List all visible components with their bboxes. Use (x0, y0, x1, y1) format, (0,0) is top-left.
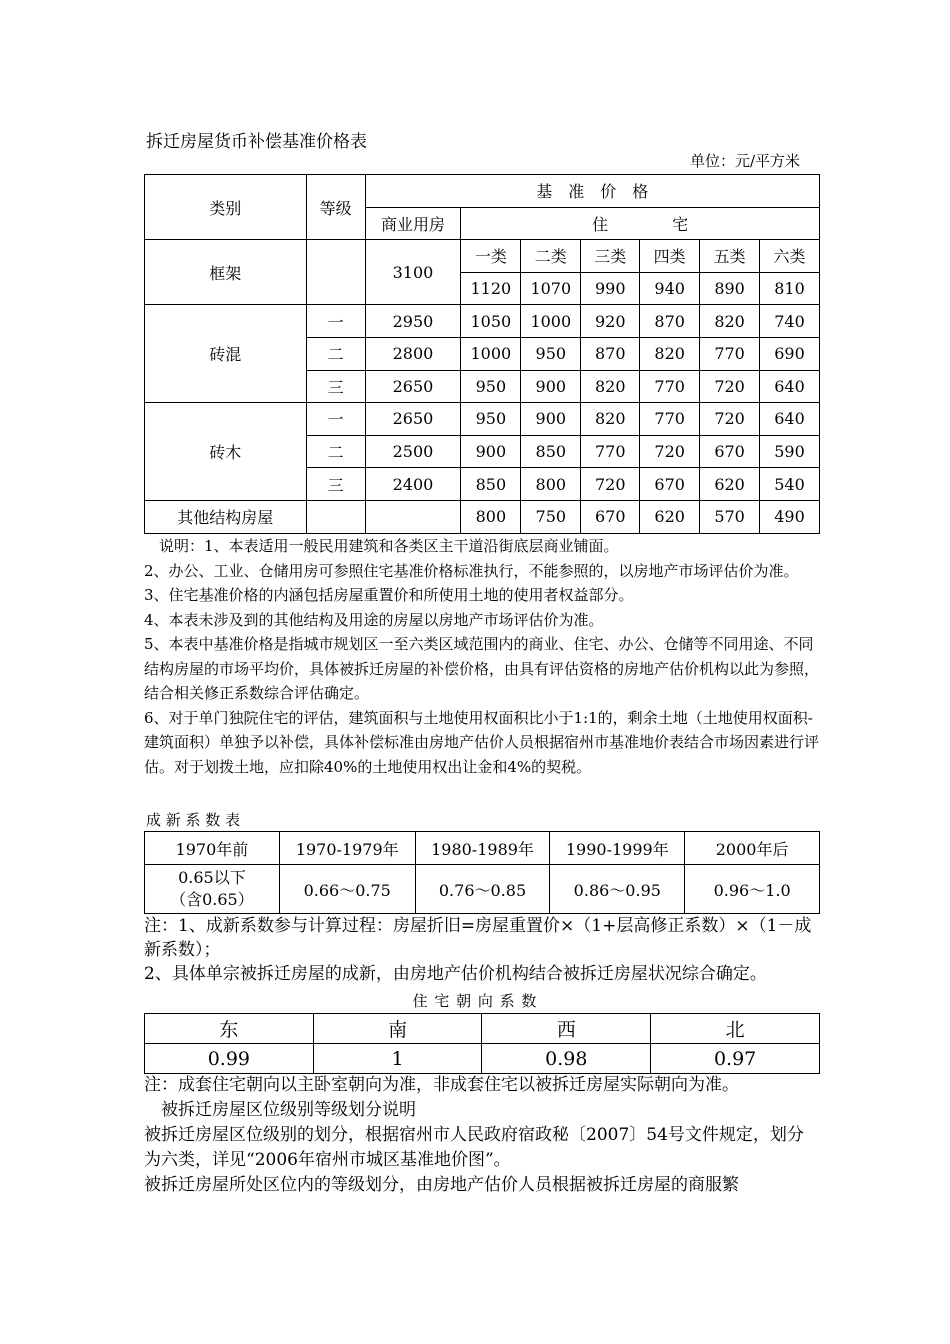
row-label-other: 其他结构房屋 (145, 500, 307, 533)
price-cell: 750 (521, 500, 581, 533)
orientation-header: 西 (482, 1014, 651, 1044)
price-cell: 900 (521, 370, 581, 403)
orientation-header: 东 (145, 1014, 314, 1044)
orientation-value: 1 (313, 1044, 482, 1074)
period-header: 1990-1999年 (550, 832, 685, 865)
commercial-cell: 2950 (365, 305, 461, 338)
price-cell: 950 (461, 403, 521, 436)
note-paragraph: 注：1、成新系数参与计算过程：房屋折旧=房屋重置价×（1+层高修正系数）×（1－成新系数）； (144, 916, 812, 960)
note-paragraph: 2、办公、工业、仓储用房可参照住宅基准价格标准执行，不能参照的，以房地产市场评估价为准。 (144, 561, 799, 580)
price-cell: 720 (581, 468, 640, 501)
price-cell: 770 (640, 403, 700, 436)
price-cell: 990 (581, 272, 640, 305)
price-cell: 1000 (461, 337, 521, 370)
price-cell: 920 (581, 305, 640, 338)
price-cell: 620 (700, 468, 760, 501)
note-paragraph: 3、住宅基准价格的内涵包括房屋重置价和所使用土地的使用者权益部分。 (144, 586, 634, 604)
row-label-brick-wood: 砖木 (145, 403, 307, 501)
orientation-value: 0.99 (145, 1044, 314, 1074)
price-cell: 690 (760, 337, 820, 370)
price-cell: 1070 (521, 272, 581, 305)
grade-cell: 三 (306, 468, 365, 501)
price-cell: 1000 (521, 305, 581, 338)
note-paragraph: 说明：1、本表适用一般民用建筑和各类区主干道沿街底层商业铺面。 (144, 537, 619, 555)
price-cell: 820 (581, 403, 640, 436)
price-cell: 870 (581, 337, 640, 370)
commercial-cell: 3100 (365, 240, 461, 305)
price-cell: 800 (461, 500, 521, 533)
grade-cell: 三 (306, 370, 365, 403)
note-paragraph: 被拆迁房屋所处区位内的等级划分，由房地产估价人员根据被拆迁房屋的商服繁 (144, 1175, 739, 1195)
price-cell: 810 (760, 272, 820, 305)
grade-cell-empty (306, 500, 365, 533)
commercial-cell: 2800 (365, 337, 461, 370)
row-label-frame: 框架 (145, 240, 307, 305)
price-cell: 820 (581, 370, 640, 403)
grade-cell: 一 (306, 305, 365, 338)
price-cell: 900 (461, 435, 521, 468)
coefficient-line: 0.65以下 (178, 868, 246, 887)
price-cell: 740 (760, 305, 820, 338)
price-cell: 770 (700, 337, 760, 370)
note-paragraph: 2、具体单宗被拆迁房屋的成新，由房地产估价机构结合被拆迁房屋状况综合确定。 (144, 964, 767, 984)
price-cell: 850 (461, 468, 521, 501)
price-cell: 720 (700, 370, 760, 403)
note-paragraph: 注：成套住宅朝向以主卧室朝向为准，非成套住宅以被拆迁房屋实际朝向为准。 (144, 1075, 739, 1095)
note-paragraph: 被拆迁房屋区位级别等级划分说明 (144, 1100, 416, 1120)
header-grade: 等级 (306, 175, 365, 240)
note-paragraph: 被拆迁房屋区位级别的划分，根据宿州市人民政府宿政秘〔2007〕54号文件规定，划分为六类，详见“2006年宿州市城区基准地价图”。 (144, 1125, 804, 1170)
price-cell: 620 (640, 500, 700, 533)
price-cell: 770 (581, 435, 640, 468)
price-cell: 890 (700, 272, 760, 305)
coefficient-line: （含0.65） (170, 890, 254, 909)
location-notes (144, 1073, 820, 1198)
commercial-cell: 2650 (365, 370, 461, 403)
class-header: 三类 (581, 240, 640, 273)
orientation-header: 南 (313, 1014, 482, 1044)
class-header: 二类 (521, 240, 581, 273)
coefficient-cell: 0.86～0.95 (550, 865, 685, 914)
orientation-header: 北 (651, 1014, 820, 1044)
commercial-cell: 2400 (365, 468, 461, 501)
grade-cell: 二 (306, 337, 365, 370)
class-header: 六类 (760, 240, 820, 273)
notes-block (144, 534, 820, 779)
price-cell: 820 (700, 305, 760, 338)
orientation-value: 0.97 (651, 1044, 820, 1074)
price-cell: 590 (760, 435, 820, 468)
period-header: 2000年后 (685, 832, 820, 865)
header-base-price: 基 准 价 格 (365, 175, 819, 208)
price-cell: 640 (760, 370, 820, 403)
price-cell: 720 (640, 435, 700, 468)
coefficient-cell: 0.66～0.75 (279, 865, 415, 914)
orientation-table-caption: 住 宅 朝 向 系 数 (412, 992, 538, 1010)
note-paragraph: 5、本表中基准价格是指城市规划区一至六类区域范围内的商业、住宅、办公、仓储等不同用途、不同结构房屋的市场平均价，具体被拆迁房屋的补偿价格，由具有评估资格的房地产估价机构以此为参照，结合相关修正系数综合评估确定。 (144, 635, 820, 702)
coefficient-cell (145, 865, 280, 914)
depreciation-table (144, 831, 820, 914)
price-cell: 670 (640, 468, 700, 501)
header-category: 类别 (145, 175, 307, 240)
price-cell: 870 (640, 305, 700, 338)
class-header: 一类 (461, 240, 521, 273)
header-commercial: 商业用房 (365, 207, 461, 240)
price-cell: 800 (521, 468, 581, 501)
price-cell: 950 (521, 337, 581, 370)
orientation-value: 0.98 (482, 1044, 651, 1074)
period-header: 1970-1979年 (279, 832, 415, 865)
grade-cell: 一 (306, 403, 365, 436)
price-cell: 540 (760, 468, 820, 501)
row-label-brick-concrete: 砖混 (145, 305, 307, 403)
price-cell: 640 (760, 403, 820, 436)
page-title: 拆迁房屋货币补偿基准价格表 (146, 132, 367, 152)
price-cell: 940 (640, 272, 700, 305)
period-header: 1980-1989年 (415, 832, 550, 865)
price-cell: 850 (521, 435, 581, 468)
price-cell: 770 (640, 370, 700, 403)
commercial-cell-empty (365, 500, 461, 533)
note-paragraph: 4、本表未涉及到的其他结构及用途的房屋以房地产市场评估价为准。 (144, 610, 604, 629)
price-cell: 670 (581, 500, 640, 533)
base-price-table (144, 174, 820, 534)
price-cell: 1050 (461, 305, 521, 338)
depreciation-table-caption: 成 新 系 数 表 (146, 811, 241, 829)
coefficient-cell: 0.96～1.0 (685, 865, 820, 914)
price-cell: 820 (640, 337, 700, 370)
price-cell: 490 (760, 500, 820, 533)
orientation-table (144, 1013, 820, 1074)
commercial-cell: 2650 (365, 403, 461, 436)
price-cell: 900 (521, 403, 581, 436)
commercial-cell: 2500 (365, 435, 461, 468)
price-cell: 720 (700, 403, 760, 436)
note-paragraph: 6、对于单门独院住宅的评估，建筑面积与土地使用权面积比小于1:1的，剩余土地（土地使用权面积-建筑面积）单独予以补偿，具体补偿标准由房地产估价人员根据宿州市基准地价表结合市场因素进行评估。对于划拨土地，应扣除40%的土地使用权出让金和4%的契税。 (144, 708, 820, 776)
price-cell: 570 (700, 500, 760, 533)
depreciation-notes (144, 914, 820, 986)
class-header: 四类 (640, 240, 700, 273)
class-header: 五类 (700, 240, 760, 273)
period-header: 1970年前 (145, 832, 280, 865)
grade-cell-empty (306, 240, 365, 305)
coefficient-cell: 0.76～0.85 (415, 865, 550, 914)
price-cell: 670 (700, 435, 760, 468)
header-residential: 住 宅 (461, 207, 820, 240)
grade-cell: 二 (306, 435, 365, 468)
price-cell: 950 (461, 370, 521, 403)
unit-label: 单位：元/平方米 (690, 152, 801, 170)
price-cell: 1120 (461, 272, 521, 305)
